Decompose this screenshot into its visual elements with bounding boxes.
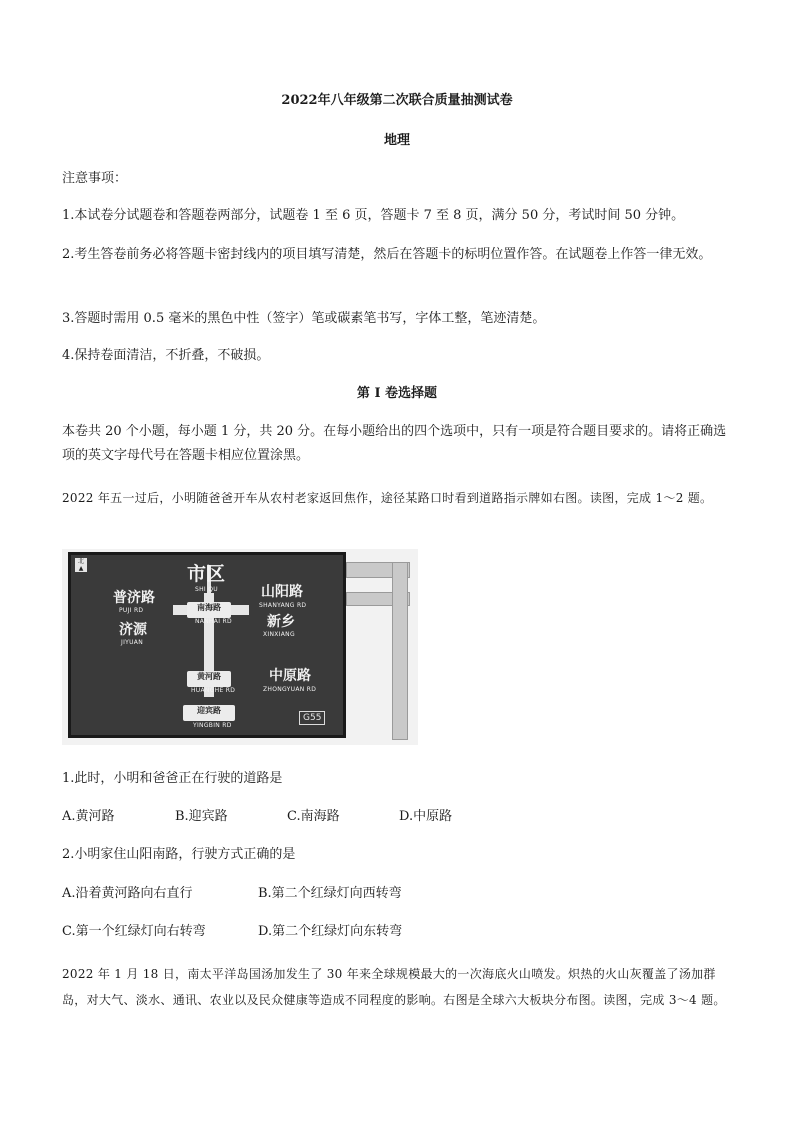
sign-box-huanghe-road: [187, 671, 231, 687]
sign-pinyin-downtown: SHI QU: [195, 586, 218, 593]
sign-box-nanhai-label: 南海路: [197, 603, 221, 612]
sign-post: [336, 562, 418, 738]
sign-pinyin-yingbin-road: YINGBIN RD: [193, 722, 232, 729]
sign-box-yingbin-road: [183, 705, 235, 721]
q2-option-d: D.第二个红绿灯向东转弯: [258, 924, 403, 939]
question-2-stem: 2.小明家住山阳南路，行驶方式正确的是: [62, 847, 296, 862]
sign-label-downtown: 市区: [187, 563, 226, 585]
q1-option-d: D.中原路: [399, 809, 453, 824]
sign-label-shanyang-road: 山阳路: [261, 584, 303, 600]
sign-pinyin-jiyuan: JIYUAN: [121, 639, 143, 646]
question-1-stem: 1.此时，小明和爸爸正在行驶的道路是: [62, 771, 283, 786]
exam-title: 2022年八年级第二次联合质量抽测试卷: [281, 93, 513, 108]
notice-item-4: 4.保持卷面清洁，不折叠，不破损。: [62, 348, 270, 363]
sign-pinyin-puji-road: PUJI RD: [119, 607, 144, 614]
notice-item-2: 2.考生答卷前务必将答题卡密封线内的项目填写清楚，然后在答题卡的标明位置作答。在试题卷上作答一律无效。: [62, 247, 712, 262]
sign-label-zhongyuan-road: 中原路: [269, 668, 311, 684]
q1-option-b: B.迎宾路: [175, 809, 228, 824]
q2-option-a: A.沿着黄河路向右直行: [62, 886, 193, 901]
sign-pinyin-nanhai-road: NANHAI RD: [195, 618, 232, 625]
subject-title: 地理: [383, 133, 410, 148]
notice-item-3: 3.答题时需用 0.5 毫米的黑色中性（签字）笔或碳素笔书写，字体工整，笔迹清楚。: [62, 311, 546, 326]
sign-pinyin-xinxiang: XINXIANG: [263, 631, 295, 638]
notice-item-1: 1.本试卷分试题卷和答题卷两部分，试题卷 1 至 6 页，答题卡 7 至 8 页，满分 50 分，考试时间 50 分钟。: [62, 208, 685, 223]
road-number-badge: G55: [299, 711, 325, 725]
notice-heading: 注意事项：: [62, 171, 128, 186]
sign-label-jiyuan: 济源: [119, 622, 147, 638]
road-sign-board: [68, 552, 346, 738]
sign-box-nanhai-road: [187, 602, 231, 618]
q2-option-c: C.第一个红绿灯向右转弯: [62, 924, 206, 939]
sign-pinyin-shanyang-road: SHANYANG RD: [259, 602, 307, 609]
passage-1: 2022 年五一过后，小明随爸爸开车从农村老家返回焦作，途径某路口时看到道路指示牌如右图。读图，完成 1～2 题。: [62, 491, 713, 505]
sign-box-yingbin-label: 迎宾路: [197, 706, 221, 715]
north-arrow-icon: 北 ▲: [75, 558, 87, 572]
sign-label-xinxiang: 新乡: [267, 614, 295, 630]
q1-option-c: C.南海路: [287, 809, 340, 824]
sign-pinyin-huanghe-road: HUANGHE RD: [191, 687, 236, 694]
section-title: 第 I 卷选择题: [356, 386, 438, 401]
sign-label-puji-road: 普济路: [113, 590, 155, 606]
section-instructions: 本卷共 20 个小题，每小题 1 分，共 20 分。在每小题给出的四个选项中，只有一项是符合题目要求的。请将正确选项的英文字母代号在答题卡相应位置涂黑。: [62, 424, 727, 463]
sign-pinyin-zhongyuan-road: ZHONGYUAN RD: [263, 686, 317, 693]
q1-option-a: A.黄河路: [62, 809, 115, 824]
passage-2: 2022 年 1 月 18 日，南太平洋岛国汤加发生了 30 年来全球规模最大的一次海底火山喷发。炽热的火山灰覆盖了汤加群岛，对大气、淡水、通讯、农业以及民众健康等造成不同程度的影响。右图是全球六大板块分布图。读图，完成 3～4 题。: [62, 967, 726, 1007]
sign-box-huanghe-label: 黄河路: [197, 672, 221, 681]
q2-option-b: B.第二个红绿灯向西转弯: [258, 886, 402, 901]
